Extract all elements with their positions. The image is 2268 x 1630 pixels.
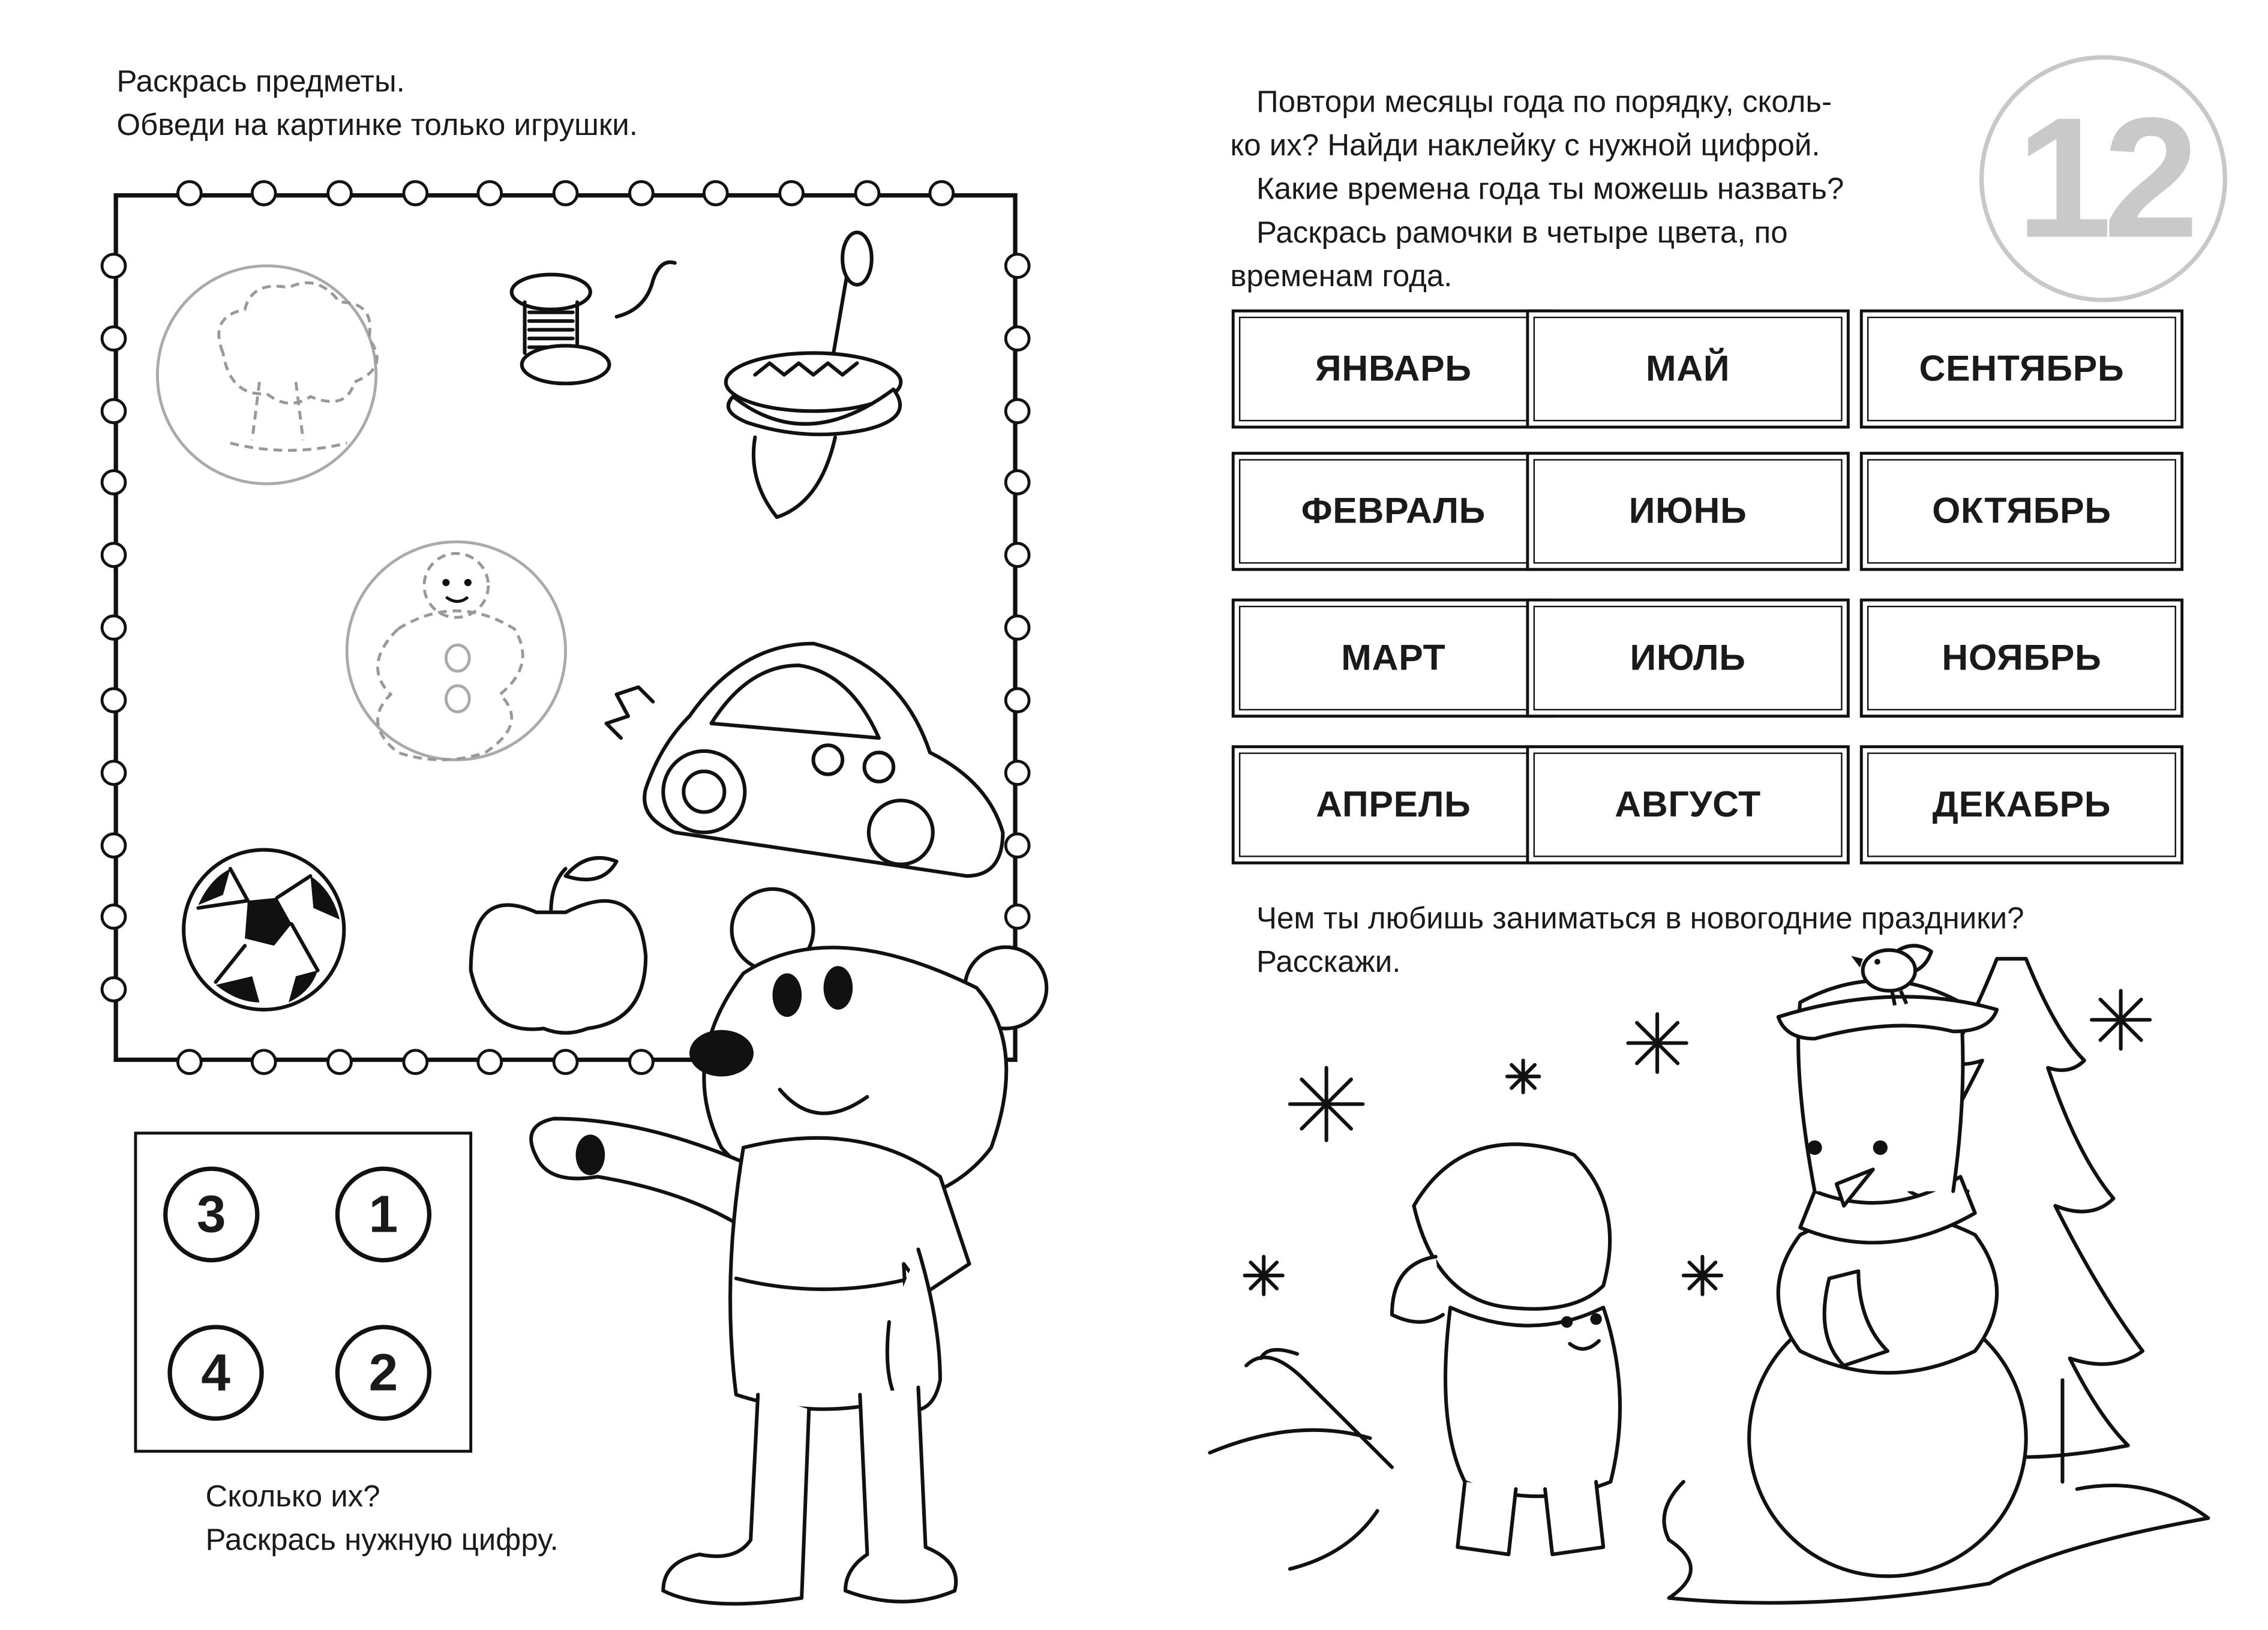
instruction-line: временам года. [1230,260,1453,294]
month-may[interactable]: МАЙ [1526,310,1849,429]
bird-icon [1851,950,1915,1005]
snowflake-icon [1628,1014,1687,1072]
month-july[interactable]: ИЮЛЬ [1526,599,1849,718]
soccer-ball-icon[interactable] [184,850,344,1010]
bear-icon [531,889,1046,1604]
question-line: Чем ты любишь заниматься в новогодние праздники? [1256,902,2024,936]
page-number: 12 [2016,83,2191,275]
month-december[interactable]: ДЕКАБРЬ [1860,745,2183,864]
thread-spool-icon[interactable] [512,262,675,383]
right-instructions [1230,82,1844,299]
bird-illustration [1848,930,1936,1010]
snowflake-icon [1507,1061,1539,1092]
instruction-line: ко их? Найди наклейку с нужной цифрой. [1230,129,1820,163]
month-june[interactable]: ИЮНЬ [1526,452,1849,571]
month-january[interactable]: ЯНВАРЬ [1232,310,1555,429]
instruction-line: Раскрась предметы. [116,65,405,99]
instruction-line: Повтори месяцы года по порядку, сколь- [1256,85,1832,119]
months-grid [1232,310,2158,864]
winter-scene [1202,930,2237,1613]
instruction-line: Раскрась нужную цифру. [205,1524,559,1557]
page-number-badge [1979,55,2227,302]
month-march[interactable]: МАРТ [1232,599,1555,718]
spinning-top-icon[interactable] [726,232,901,517]
snowflake-icon [1290,1068,1363,1140]
number-option[interactable]: 3 [163,1166,259,1262]
bear-illustration [525,872,1079,1613]
number-option[interactable]: 1 [335,1166,431,1262]
child-skater-icon [1246,1144,1620,1554]
month-august[interactable]: АВГУСТ [1526,745,1849,864]
left-instructions [116,61,638,148]
instruction-line: Раскрась рамочки в четыре цвета, по [1256,216,1788,250]
tree-sticker[interactable] [157,266,377,484]
snowflake-icon [1245,1257,1283,1295]
snowflake-icon [1684,1257,1721,1295]
question-line: Расскажи. [1256,945,1401,980]
number-option[interactable]: 4 [167,1325,263,1421]
counting-instructions [206,1476,559,1563]
number-choice-box [134,1131,472,1452]
number-option[interactable]: 2 [335,1325,431,1421]
roly-poly-sticker[interactable] [347,542,565,760]
month-september[interactable]: СЕНТЯБРЬ [1860,310,2183,429]
month-february[interactable]: ФЕВРАЛЬ [1232,452,1555,571]
month-april[interactable]: АПРЕЛЬ [1232,745,1555,864]
instruction-line: Какие времена года ты можешь назвать? [1256,173,1844,206]
wind-up-car-icon[interactable] [607,644,1003,876]
instruction-line: Сколько их? [205,1480,380,1514]
month-october[interactable]: ОКТЯБРЬ [1860,452,2183,571]
instruction-line: Обведи на картинке только игрушки. [116,109,638,143]
snowflake-icon [2092,990,2150,1049]
month-november[interactable]: НОЯБРЬ [1860,599,2183,718]
